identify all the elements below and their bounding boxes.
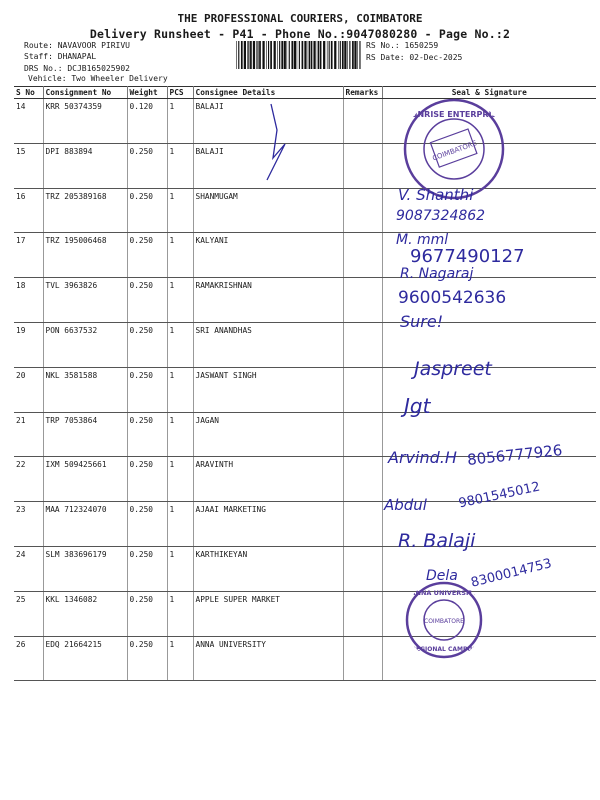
row-weight: 0.250 [127,502,167,547]
row-consignment-no: TRP 7053864 [43,412,127,457]
phone-25: 8300014753 [469,556,554,591]
row-sno: 17 [14,233,43,278]
row-weight: 0.250 [127,233,167,278]
col-weight: Weight [127,87,167,99]
row-remarks [343,636,382,681]
row-pcs: 1 [167,591,193,636]
barcode [236,41,361,69]
row-consignee: SHANMUGAM [193,188,343,233]
row-consignee: JAGAN [193,412,343,457]
row-signature [382,322,596,367]
table-row [14,233,596,278]
row-weight: 0.250 [127,412,167,457]
row-consignment-no: TRZ 205389168 [43,188,127,233]
row-consignment-no: NKL 3581588 [43,367,127,412]
signature-20: Jaspreet [414,358,492,380]
row-consignee: RAMAKRISHNAN [193,278,343,323]
svg-text:ANNA UNIVERSITY: ANNA UNIVERSITY [410,589,478,597]
row-sno: 24 [14,546,43,591]
rs-number: RS No.: 1650259 [366,41,439,50]
row-consignee: APPLE SUPER MARKET [193,591,343,636]
table-row [14,591,596,636]
signature-17: M. mml [396,232,449,248]
row-signature [382,188,596,233]
row-sno: 22 [14,457,43,502]
row-remarks [343,546,382,591]
row-consignment-no: MAA 712324070 [43,502,127,547]
phone-22: 8056777926 [466,441,564,469]
table-row [14,457,596,502]
row-pcs: 1 [167,233,193,278]
phone-23: 9801545012 [457,479,542,512]
row-signature [382,591,596,636]
row-signature [382,636,596,681]
row-pcs: 1 [167,636,193,681]
signature-24: R. Balaji [398,530,476,552]
row-signature [382,412,596,457]
row-consignment-no: IXM 509425661 [43,457,127,502]
row-remarks [343,457,382,502]
row-pcs: 1 [167,143,193,188]
row-consignment-no: SLM 383696179 [43,546,127,591]
runsheet-table [14,86,596,681]
row-weight: 0.250 [127,278,167,323]
row-remarks [343,278,382,323]
row-consignee: BALAJI [193,143,343,188]
signature-25: Dela [426,568,458,584]
row-sno: 25 [14,591,43,636]
row-remarks [343,188,382,233]
row-pcs: 1 [167,546,193,591]
table-row [14,412,596,457]
row-weight: 0.120 [127,99,167,144]
signature-22: Arvind.H [388,448,457,467]
drs-number: DRS No.: DCJB165025902 [24,64,130,73]
row-pcs: 1 [167,278,193,323]
row-consignment-no: PON 6637532 [43,322,127,367]
row-weight: 0.250 [127,636,167,681]
row-remarks [343,367,382,412]
row-remarks [343,502,382,547]
row-weight: 0.250 [127,457,167,502]
phone-18: 9600542636 [398,288,507,308]
table-row [14,367,596,412]
row-sno: 15 [14,143,43,188]
row-pcs: 1 [167,322,193,367]
signature-21: Jgt [404,394,431,418]
table-row [14,278,596,323]
row-pcs: 1 [167,457,193,502]
row-weight: 0.250 [127,143,167,188]
col-pcs: PCS [167,87,193,99]
row-pcs: 1 [167,412,193,457]
row-signature [382,457,596,502]
row-sno: 18 [14,278,43,323]
col-remarks: Remarks [343,87,382,99]
table-row [14,546,596,591]
row-remarks [343,322,382,367]
row-remarks [343,591,382,636]
row-signature [382,143,596,188]
row-sno: 20 [14,367,43,412]
row-weight: 0.250 [127,546,167,591]
svg-text:SUNRISE ENTERPRISE: SUNRISE ENTERPRISE [405,110,503,119]
row-pcs: 1 [167,502,193,547]
row-remarks [343,143,382,188]
svg-text:REGIONAL CAMPUS: REGIONAL CAMPUS [411,646,477,653]
row-consignee: KALYANI [193,233,343,278]
phone-17: 9677490127 [410,246,525,267]
vehicle-label: Vehicle: Two Wheeler Delivery [28,74,168,83]
row-consignment-no: TRZ 195006468 [43,233,127,278]
route-label: Route: NAVAVOOR PIRIVU [24,41,130,50]
row-signature [382,99,596,144]
row-sno: 14 [14,99,43,144]
runsheet-title: THE PROFESSIONAL COURIERS, COIMBATORE [177,12,423,25]
row-sno: 21 [14,412,43,457]
table-row [14,636,596,681]
col-consignee: Consignee Details [193,87,343,99]
row-consignment-no: TVL 3963826 [43,278,127,323]
row-consignment-no: DPI 883894 [43,143,127,188]
svg-text:COIMBATORE: COIMBATORE [431,139,478,163]
row-pcs: 1 [167,188,193,233]
row-consignee: ANNA UNIVERSITY [193,636,343,681]
table-row [14,188,596,233]
row-sno: 16 [14,188,43,233]
row-signature [382,546,596,591]
svg-text:COIMBATORE: COIMBATORE [424,618,464,625]
row-signature [382,278,596,323]
row-consignee: JASWANT SINGH [193,367,343,412]
row-consignment-no: KKL 1346082 [43,591,127,636]
row-consignment-no: EDQ 21664215 [43,636,127,681]
signature-18: R. Nagaraj [400,266,474,282]
row-weight: 0.250 [127,188,167,233]
row-sno: 26 [14,636,43,681]
signature-16: V. Shanthi [398,186,474,204]
row-pcs: 1 [167,99,193,144]
table-row [14,502,596,547]
table-row [14,143,596,188]
row-consignee: SRI ANANDHAS [193,322,343,367]
row-consignment-no: KRR 50374359 [43,99,127,144]
row-remarks [343,233,382,278]
phone-16: 9087324862 [396,208,486,224]
row-signature [382,233,596,278]
table-row [14,322,596,367]
table-row [14,99,596,144]
row-consignee: ARAVINTH [193,457,343,502]
staff-label: Staff: DHANAPAL [24,52,97,61]
row-consignee: AJAAI MARKETING [193,502,343,547]
row-consignee: KARTHIKEYAN [193,546,343,591]
row-sno: 23 [14,502,43,547]
row-remarks [343,99,382,144]
row-sno: 19 [14,322,43,367]
row-weight: 0.250 [127,322,167,367]
row-consignee: BALAJI [193,99,343,144]
row-weight: 0.250 [127,591,167,636]
row-remarks [343,412,382,457]
row-signature [382,367,596,412]
row-weight: 0.250 [127,367,167,412]
row-signature [382,502,596,547]
col-sno: S No [14,87,43,99]
signature-19: Sure! [400,312,444,331]
signature-23: Abdul [384,496,427,514]
col-signature: Seal & Signature [382,87,596,99]
col-consignment: Consignment No [43,87,127,99]
row-pcs: 1 [167,367,193,412]
rs-date: RS Date: 02-Dec-2025 [366,53,463,62]
table-header [14,87,596,99]
runsheet-subtitle: Delivery Runsheet - P41 - Phone No.:9047080280 - Page No.:2 [89,27,511,41]
